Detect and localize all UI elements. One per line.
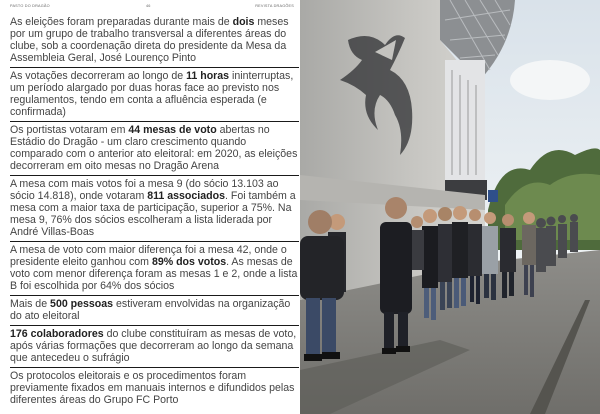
paragraph-text: As eleições foram preparadas durante mais de [10,16,233,28]
highlight-figure: dois [232,16,255,28]
facts-list [10,14,299,409]
highlight-figure: 811 associados [147,190,225,202]
page-number: 46 [146,4,151,8]
fact-paragraph [10,68,299,121]
fact-paragraph [10,326,299,367]
paragraph-text: meses por um grupo de trabalho transversal a diferentes áreas do clube, sob a coordenação direta do presidente da Mesa da Assembleia Geral, José Lourenço Pinto [10,16,289,64]
fact-paragraph [10,14,299,67]
paragraph-text: Mais de [10,298,51,310]
fact-paragraph [10,242,299,295]
paragraph-text: estiveram envolvidas na organização do ato eleitoral [10,298,291,322]
highlight-figure: 89% dos votos [151,256,227,268]
paragraph-text: . Foi também a mesa com a maior taxa de participação, superior a 75%. Na mesa 9, 76% dos sócios escolheram a lista liderada por André Villas-Boas [10,190,296,238]
fact-paragraph [10,296,299,325]
fact-paragraph [10,176,299,241]
paragraph-text: As votações decorreram ao longo de [10,70,187,82]
paragraph-text: . As mesas de voto com menor diferença foram as mesas 1 e 2, onde a lista B foi escolhida por 64% dos sócios [10,256,298,292]
highlight-figure: 44 mesas de voto [128,124,217,136]
highlight-figure: 11 horas [186,70,230,82]
paragraph-text: abertas no Estádio do Dragão - um claro crescimento quando comparado com o anterior ato eleitoral: em 2020, as eleições decorreram em oito mesas no Dragão Arena [10,124,298,172]
stadium-photo [300,0,600,414]
paragraph-text: do clube constituíram as mesas de voto, após várias formações que decorreram ao longo da semana que antecedeu o sufrágio [10,328,297,364]
highlight-figure: 176 colaboradores [10,328,104,340]
highlight-figure: 500 pessoas [50,298,114,310]
fact-paragraph [10,368,299,409]
fact-paragraph [10,122,299,175]
paragraph-text: ininterruptas, um período alargado por duas horas face ao previsto nos regulamentos, tendo em conta a afluência esperada (e confirmada) [10,70,294,118]
stadium-queue-illustration [300,0,600,414]
running-header-right: REVISTA DRAGÕES [255,4,294,8]
paragraph-text: A mesa de voto com maior diferença foi a mesa 42, onde o presidente eleito ganhou com [10,244,287,268]
paragraph-text: Os portistas votaram em [10,124,129,136]
paragraph-text: A mesa com mais votos foi a mesa 9 (do sócio 13.103 ao sócio 14.818), onde votaram [10,178,279,202]
running-header [10,4,294,12]
paragraph-text: Os protocolos eleitorais e os procedimentos foram previamente fixados em manuais internos e difundidos pelas diferentes áreas do Grupo FC Porto [10,370,295,406]
running-header-left: PASTO DO DRAGÃO [10,4,50,8]
